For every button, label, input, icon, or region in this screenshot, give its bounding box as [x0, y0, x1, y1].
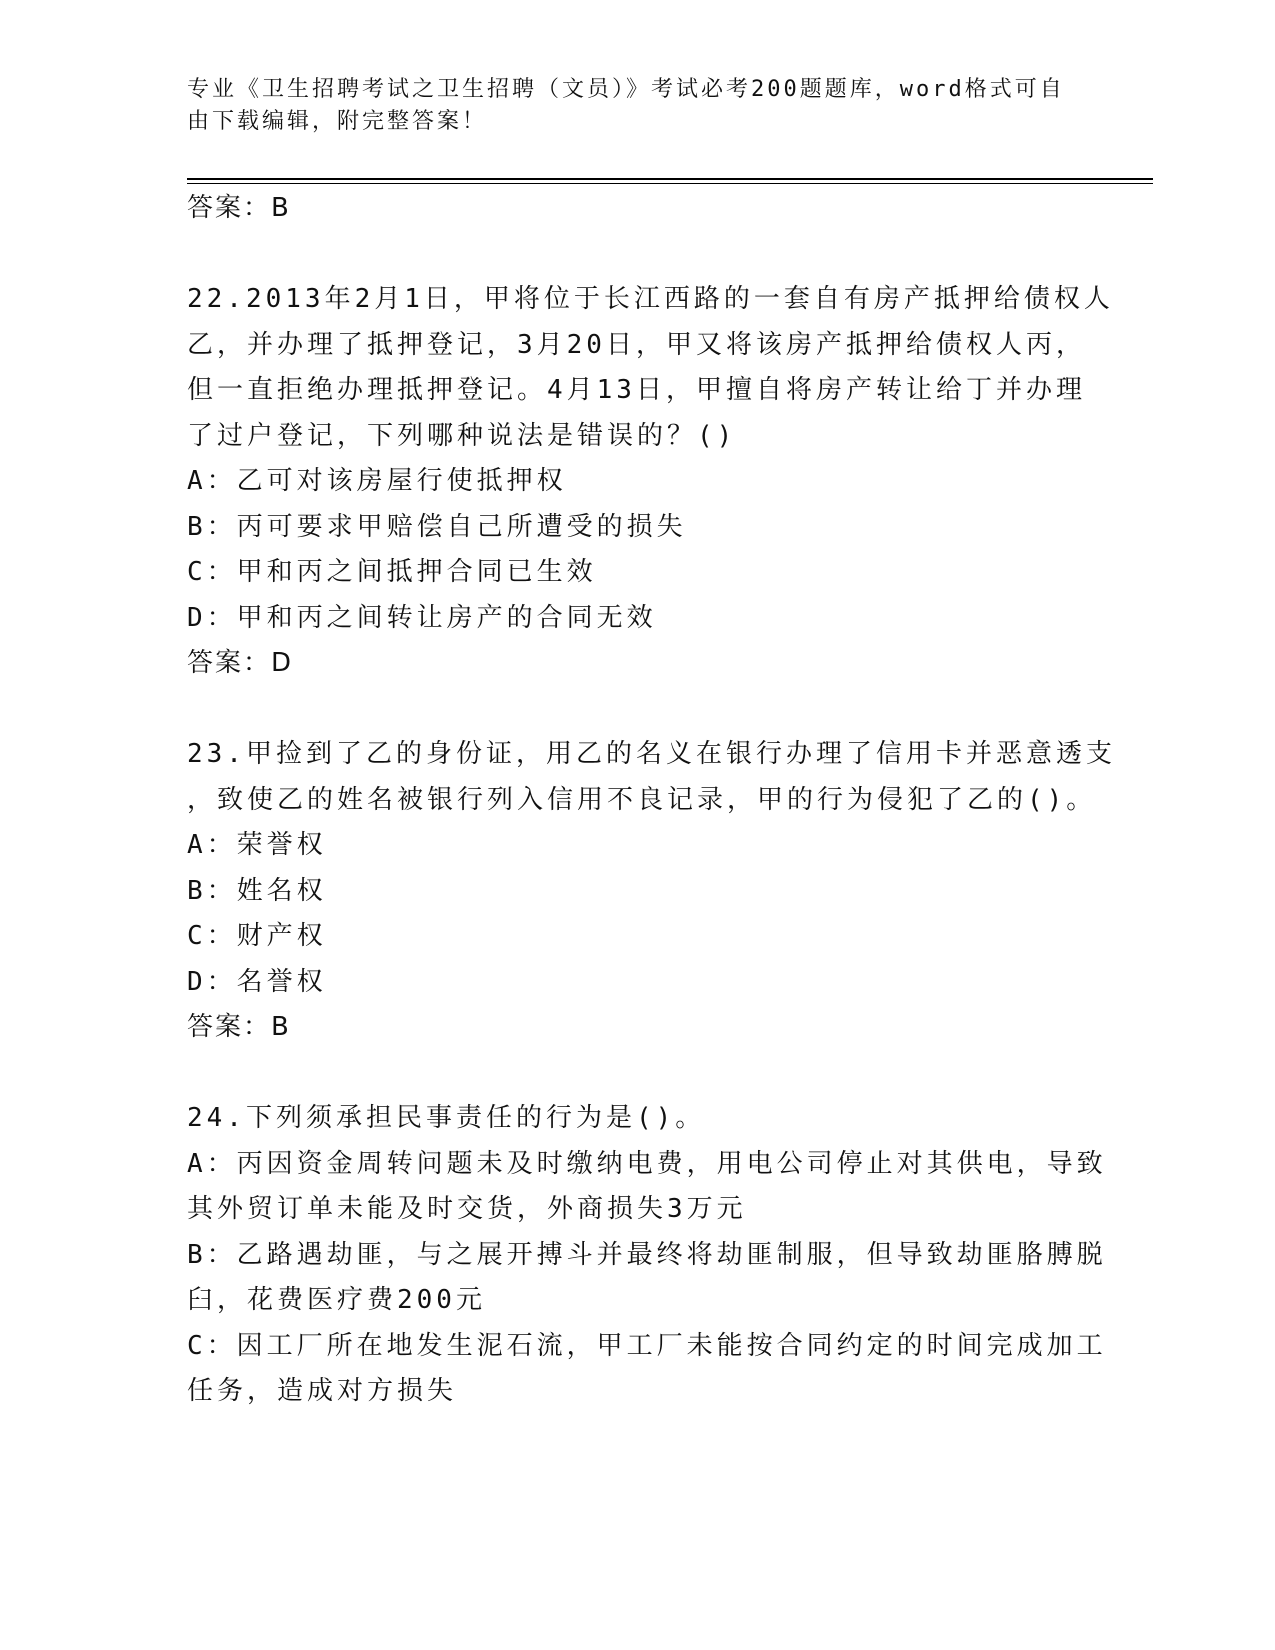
- spacer: [187, 232, 1087, 278]
- header-rule-thick: [187, 178, 1153, 180]
- option-c-line-2: 任务，造成对方损失: [187, 1376, 458, 1406]
- answer-line: 答案：B: [187, 193, 291, 223]
- question-stem-line: 但一直拒绝办理抵押登记。4月13日，甲擅自将房产转让给丁并办理: [187, 375, 1086, 405]
- question-stem-line: 乙，并办理了抵押登记，3月20日，甲又将该房产抵押给债权人丙，: [187, 329, 1086, 360]
- option-b: B：丙可要求甲赔偿自己所遭受的损失: [187, 511, 687, 542]
- answer-line: 答案：B: [187, 1012, 291, 1042]
- option-a: A：荣誉权: [187, 830, 327, 860]
- option-b-line-2: 臼，花费医疗费200元: [187, 1285, 486, 1315]
- header-line-1: 专业《卫生招聘考试之卫生招聘（文员）》考试必考200题题库，word格式可自: [187, 77, 1065, 102]
- page-header: [187, 74, 1067, 138]
- spacer: [187, 1051, 1087, 1097]
- spacer: [187, 687, 1087, 733]
- question-content: [187, 186, 1116, 1415]
- option-a-line-1: A：丙因资金周转问题未及时缴纳电费，用电公司停止对其供电，导致: [187, 1148, 1107, 1179]
- question-stem-line: 了过户登记，下列哪种说法是错误的？(): [187, 420, 737, 451]
- question-stem-line: 23.甲捡到了乙的身份证，用乙的名义在银行办理了信用卡并恶意透支: [187, 739, 1116, 769]
- header-line-2: 由下载编辑，附完整答案！: [187, 109, 488, 134]
- option-c: C：甲和丙之间抵押合同已生效: [187, 557, 597, 587]
- header-rule-thin: [187, 183, 1153, 184]
- option-a: A：乙可对该房屋行使抵押权: [187, 466, 567, 496]
- question-stem-line: 24.下列须承担民事责任的行为是()。: [187, 1103, 706, 1133]
- option-d: D：名誉权: [187, 966, 327, 997]
- answer-line: 答案：D: [187, 648, 294, 678]
- option-b-line-1: B：乙路遇劫匪，与之展开搏斗并最终将劫匪制服，但导致劫匪胳膊脱: [187, 1239, 1107, 1270]
- option-a-line-2: 其外贸订单未能及时交货，外商损失3万元: [187, 1194, 747, 1224]
- option-c-line-1: C：因工厂所在地发生泥石流，甲工厂未能按合同约定的时间完成加工: [187, 1330, 1107, 1361]
- question-22: [187, 277, 1114, 687]
- option-c: C：财产权: [187, 921, 327, 951]
- question-stem-line: 22.2013年2月1日，甲将位于长江西路的一套自有房产抵押给债权人: [187, 284, 1114, 314]
- question-stem-line: ，致使乙的姓名被银行列入信用不良记录，甲的行为侵犯了乙的()。: [187, 784, 1097, 815]
- question-23: [187, 732, 1116, 1051]
- option-b: B：姓名权: [187, 875, 327, 906]
- question-24: [187, 1096, 1107, 1415]
- option-d: D：甲和丙之间转让房产的合同无效: [187, 602, 657, 633]
